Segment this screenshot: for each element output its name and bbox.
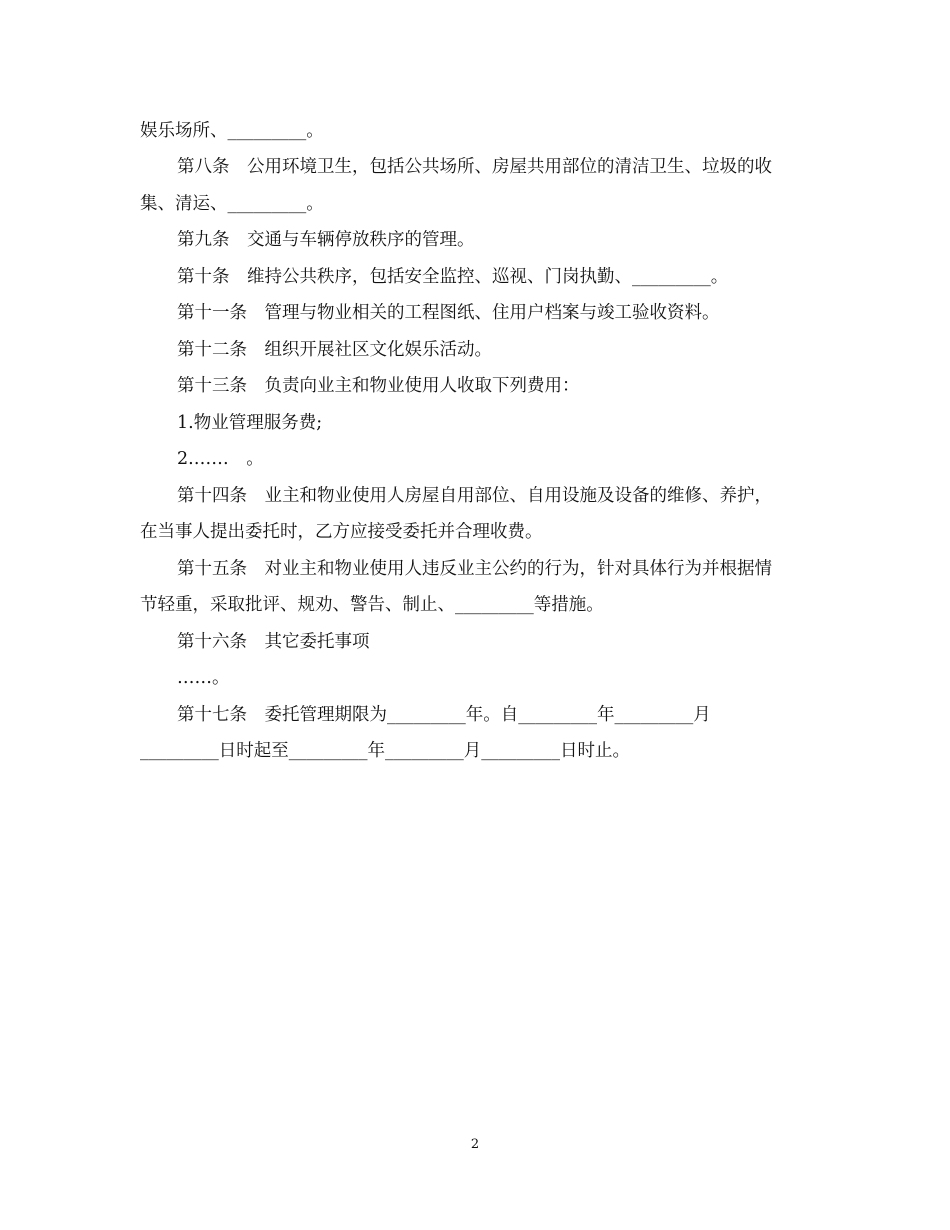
list-item: 2.…… 。 xyxy=(177,449,264,469)
text-line: 娱乐场所、_________。 xyxy=(140,121,324,141)
article-8-line: 第八条 公用环境卫生，包括公共场所、房屋共用部位的清洁卫生、垃圾的收 xyxy=(177,157,772,177)
text-line: 集、清运、_________。 xyxy=(140,194,324,214)
page-number: 2 xyxy=(470,1137,480,1152)
article-16: 第十六条 其它委托事项 xyxy=(177,632,370,652)
text-line: _________日时起至_________年_________月_________日时止。 xyxy=(140,741,630,761)
article-15-line: 第十五条 对业主和物业使用人违反业主公约的行为，针对具体行为并根据情 xyxy=(177,559,772,579)
article-12: 第十二条 组织开展社区文化娱乐活动。 xyxy=(177,340,492,360)
ellipsis-line: ……。 xyxy=(177,668,230,688)
text-line: 在当事人提出委托时，乙方应接受委托并合理收费。 xyxy=(140,522,543,542)
article-17-line: 第十七条 委托管理期限为_________年。自_________年_________月 xyxy=(177,705,711,725)
article-9: 第九条 交通与车辆停放秩序的管理。 xyxy=(177,230,475,250)
article-14-line: 第十四条 业主和物业使用人房屋自用部位、自用设施及设备的维修、养护， xyxy=(177,486,772,506)
article-11: 第十一条 管理与物业相关的工程图纸、住用户档案与竣工验收资料。 xyxy=(177,303,720,323)
list-item: 1.物业管理服务费; xyxy=(177,413,323,433)
article-10: 第十条 维持公共秩序，包括安全监控、巡视、门岗执勤、_________。 xyxy=(177,267,729,287)
article-13: 第十三条 负责向业主和物业使用人收取下列费用： xyxy=(177,376,580,396)
text-line: 节轻重，采取批评、规劝、警告、制止、_________等措施。 xyxy=(140,595,604,615)
